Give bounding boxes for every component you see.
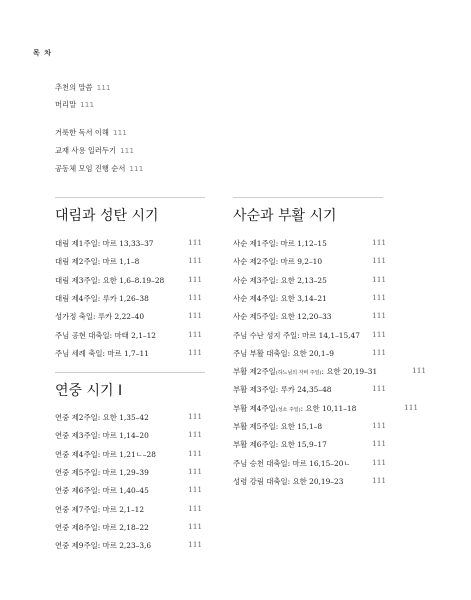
toc-entry-page: 111 bbox=[372, 421, 387, 430]
toc-entry-title: 주님 공현 대축일: 마태 2,1–12 bbox=[55, 330, 156, 340]
toc-entry[interactable] bbox=[233, 256, 392, 267]
toc-entry-page: 111 bbox=[372, 311, 387, 321]
toc-heading: 목 차 bbox=[33, 49, 52, 57]
front-matter-item[interactable] bbox=[55, 146, 134, 156]
toc-entry-page: 111 bbox=[372, 329, 387, 339]
front-matter-title: 추천의 말씀 bbox=[55, 83, 93, 92]
toc-entry[interactable] bbox=[55, 256, 208, 267]
toc-entry-title: 주님 세례 축일: 마르 1,7–11 bbox=[55, 348, 149, 358]
toc-entry-page: 111 bbox=[188, 521, 203, 531]
toc-entry-note: (성소 주일) bbox=[275, 406, 301, 413]
front-matter-page: 111 bbox=[112, 128, 127, 137]
toc-entry-title: 연중 제3주일: 마르 1,14–20 bbox=[55, 431, 149, 441]
toc-entry[interactable] bbox=[233, 275, 392, 286]
toc-entry-page: 111 bbox=[188, 311, 203, 321]
toc-entry-page: 111 bbox=[188, 430, 203, 440]
toc-entry-title: 사순 제5주일: 요한 12,20–33 bbox=[233, 312, 332, 322]
toc-entry-title: 연중 제6주일: 마르 1,40–45 bbox=[55, 486, 149, 496]
toc-entry[interactable] bbox=[55, 311, 208, 322]
toc-entry-page: 111 bbox=[372, 256, 387, 266]
toc-entry[interactable] bbox=[233, 384, 392, 395]
toc-entry[interactable] bbox=[55, 430, 208, 441]
toc-entry[interactable] bbox=[233, 439, 392, 450]
toc-entry-page: 111 bbox=[188, 503, 203, 513]
toc-entry-title: 사순 제3주일: 요한 2,13–25 bbox=[233, 275, 327, 285]
toc-entry-title: 부활 제2주일 bbox=[233, 367, 276, 377]
toc-entry-title: 연중 제2주일: 요한 1,35–42 bbox=[55, 413, 149, 422]
toc-entry-title: 주님 수난 성지 주일: 마르 14,1–15,47 bbox=[233, 330, 360, 340]
toc-entry[interactable] bbox=[233, 293, 392, 304]
toc-entry[interactable] bbox=[233, 458, 392, 469]
toc-entry-page: 111 bbox=[372, 292, 387, 302]
toc-entry-title: 사순 제2주일: 마르 9,2–10 bbox=[233, 257, 323, 267]
toc-entry-page: 111 bbox=[188, 466, 203, 476]
section-title-ordinary-1: 연중 시기 I bbox=[55, 383, 123, 399]
toc-entry-title: 대림 제1주일: 마르 13,33–37 bbox=[55, 239, 154, 248]
toc-entry-page: 111 bbox=[188, 274, 203, 284]
front-matter-title: 공동체 모임 진행 순서 bbox=[55, 164, 126, 173]
toc-entry-title: 연중 제9주일: 마르 2,23–3,6 bbox=[55, 541, 152, 551]
section-divider bbox=[55, 372, 205, 373]
toc-entry-page: 111 bbox=[188, 485, 203, 495]
section-divider bbox=[55, 197, 205, 198]
toc-entry-page: 111 bbox=[372, 475, 387, 485]
toc-entry-page: 111 bbox=[188, 238, 203, 247]
toc-entry-page: 111 bbox=[372, 439, 387, 449]
front-matter-title: 교재 사용 일러두기 bbox=[55, 146, 117, 155]
toc-entry[interactable] bbox=[55, 485, 208, 496]
front-matter-title: 거룩한 독서 이해 bbox=[55, 128, 109, 137]
toc-entry-title: 주님 승천 대축일: 마르 16,15–20ㄴ bbox=[233, 458, 351, 468]
toc-entry-title: 부활 제3주일: 루카 24,35–48 bbox=[233, 385, 332, 395]
front-matter-item[interactable] bbox=[55, 164, 143, 174]
toc-entry-reference: : 요한 20,19–31 bbox=[321, 367, 378, 377]
front-matter-page: 111 bbox=[96, 83, 111, 92]
front-matter-page: 111 bbox=[129, 164, 144, 173]
toc-entry[interactable] bbox=[55, 275, 208, 286]
toc-entry[interactable] bbox=[55, 449, 208, 460]
toc-entry-page: 111 bbox=[372, 384, 387, 394]
front-matter-page: 111 bbox=[120, 146, 134, 155]
toc-entry-title: 대림 제3주일: 요한 1,6–8.19–28 bbox=[55, 275, 165, 285]
toc-entry[interactable] bbox=[233, 311, 392, 322]
front-matter-item[interactable] bbox=[55, 128, 127, 138]
toc-entry-title: 사순 제1주일: 마르 1,12–15 bbox=[233, 239, 327, 248]
toc-entry-title: 성가정 축일: 루카 2,22–40 bbox=[55, 312, 145, 322]
toc-entry-title: 부활 제6주일: 요한 15,9–17 bbox=[233, 440, 327, 450]
toc-entry[interactable] bbox=[233, 366, 427, 377]
toc-entry-title: 주님 부활 대축일: 요한 20,1–9 bbox=[233, 348, 334, 358]
toc-entry[interactable] bbox=[55, 293, 208, 304]
toc-entry[interactable] bbox=[55, 348, 208, 359]
toc-entry[interactable] bbox=[233, 402, 419, 414]
toc-entry[interactable] bbox=[55, 238, 208, 249]
toc-entry-page: 111 bbox=[188, 347, 203, 357]
section-title-lent-easter: 사순과 부활 시기 bbox=[233, 208, 337, 224]
toc-entry-page: 111 bbox=[188, 448, 203, 458]
toc-entry-page: 111 bbox=[372, 347, 387, 357]
toc-entry[interactable] bbox=[233, 330, 392, 341]
toc-entry[interactable] bbox=[233, 476, 392, 487]
toc-entry-note: (하느님의 자비 주일) bbox=[275, 370, 322, 377]
toc-entry-page: 111 bbox=[188, 256, 203, 266]
front-matter-item[interactable] bbox=[55, 100, 94, 110]
toc-entry-title: 연중 제5주일: 마르 1,29–39 bbox=[55, 467, 149, 477]
toc-entry-title: 연중 제8주일: 마르 2,18–22 bbox=[55, 522, 149, 532]
toc-entry[interactable] bbox=[233, 421, 392, 432]
toc-entry-page: 111 bbox=[372, 274, 387, 284]
toc-entry-page: 111 bbox=[404, 402, 419, 412]
toc-entry-reference: : 요한 10,11–18 bbox=[300, 403, 357, 413]
toc-entry-title: 연중 제4주일: 마르 1,21ㄴ–28 bbox=[55, 449, 156, 459]
toc-entry-title: 부활 제5주일: 요한 15,1–8 bbox=[233, 422, 323, 431]
toc-entry[interactable] bbox=[55, 412, 208, 423]
toc-entry-title: 연중 제7주일: 마르 2,1–12 bbox=[55, 504, 145, 514]
toc-entry[interactable] bbox=[55, 522, 208, 533]
toc-entry[interactable] bbox=[233, 348, 392, 359]
toc-entry-page: 111 bbox=[372, 457, 387, 467]
toc-entry-title: 사순 제4주일: 요한 3,14–21 bbox=[233, 293, 327, 303]
front-matter-title: 머리말 bbox=[55, 100, 77, 109]
toc-entry[interactable] bbox=[55, 467, 208, 478]
toc-entry[interactable] bbox=[55, 330, 208, 341]
toc-entry-page: 111 bbox=[188, 329, 203, 339]
toc-entry-title: 대림 제2주일: 마르 1,1–8 bbox=[55, 257, 140, 267]
toc-entry-page: 111 bbox=[188, 292, 203, 302]
section-divider bbox=[233, 197, 383, 198]
toc-entry-page: 111 bbox=[188, 412, 203, 421]
front-matter-page: 111 bbox=[80, 100, 95, 109]
toc-entry-title: 성령 강림 대축일: 요한 20,19–23 bbox=[233, 476, 344, 486]
toc-entry[interactable] bbox=[233, 238, 392, 249]
toc-entry-title: 부활 제4주일 bbox=[233, 403, 276, 413]
toc-entry-page: 111 bbox=[188, 540, 203, 550]
section-title-advent-christmas: 대림과 성탄 시기 bbox=[55, 208, 159, 224]
toc-entry[interactable] bbox=[55, 540, 208, 551]
toc-entry-page: 111 bbox=[412, 366, 427, 376]
front-matter-item[interactable] bbox=[55, 83, 111, 93]
toc-entry[interactable] bbox=[55, 504, 208, 515]
toc-entry-title: 대림 제4주일: 루카 1,26–38 bbox=[55, 293, 149, 303]
toc-entry-page: 111 bbox=[372, 238, 387, 247]
